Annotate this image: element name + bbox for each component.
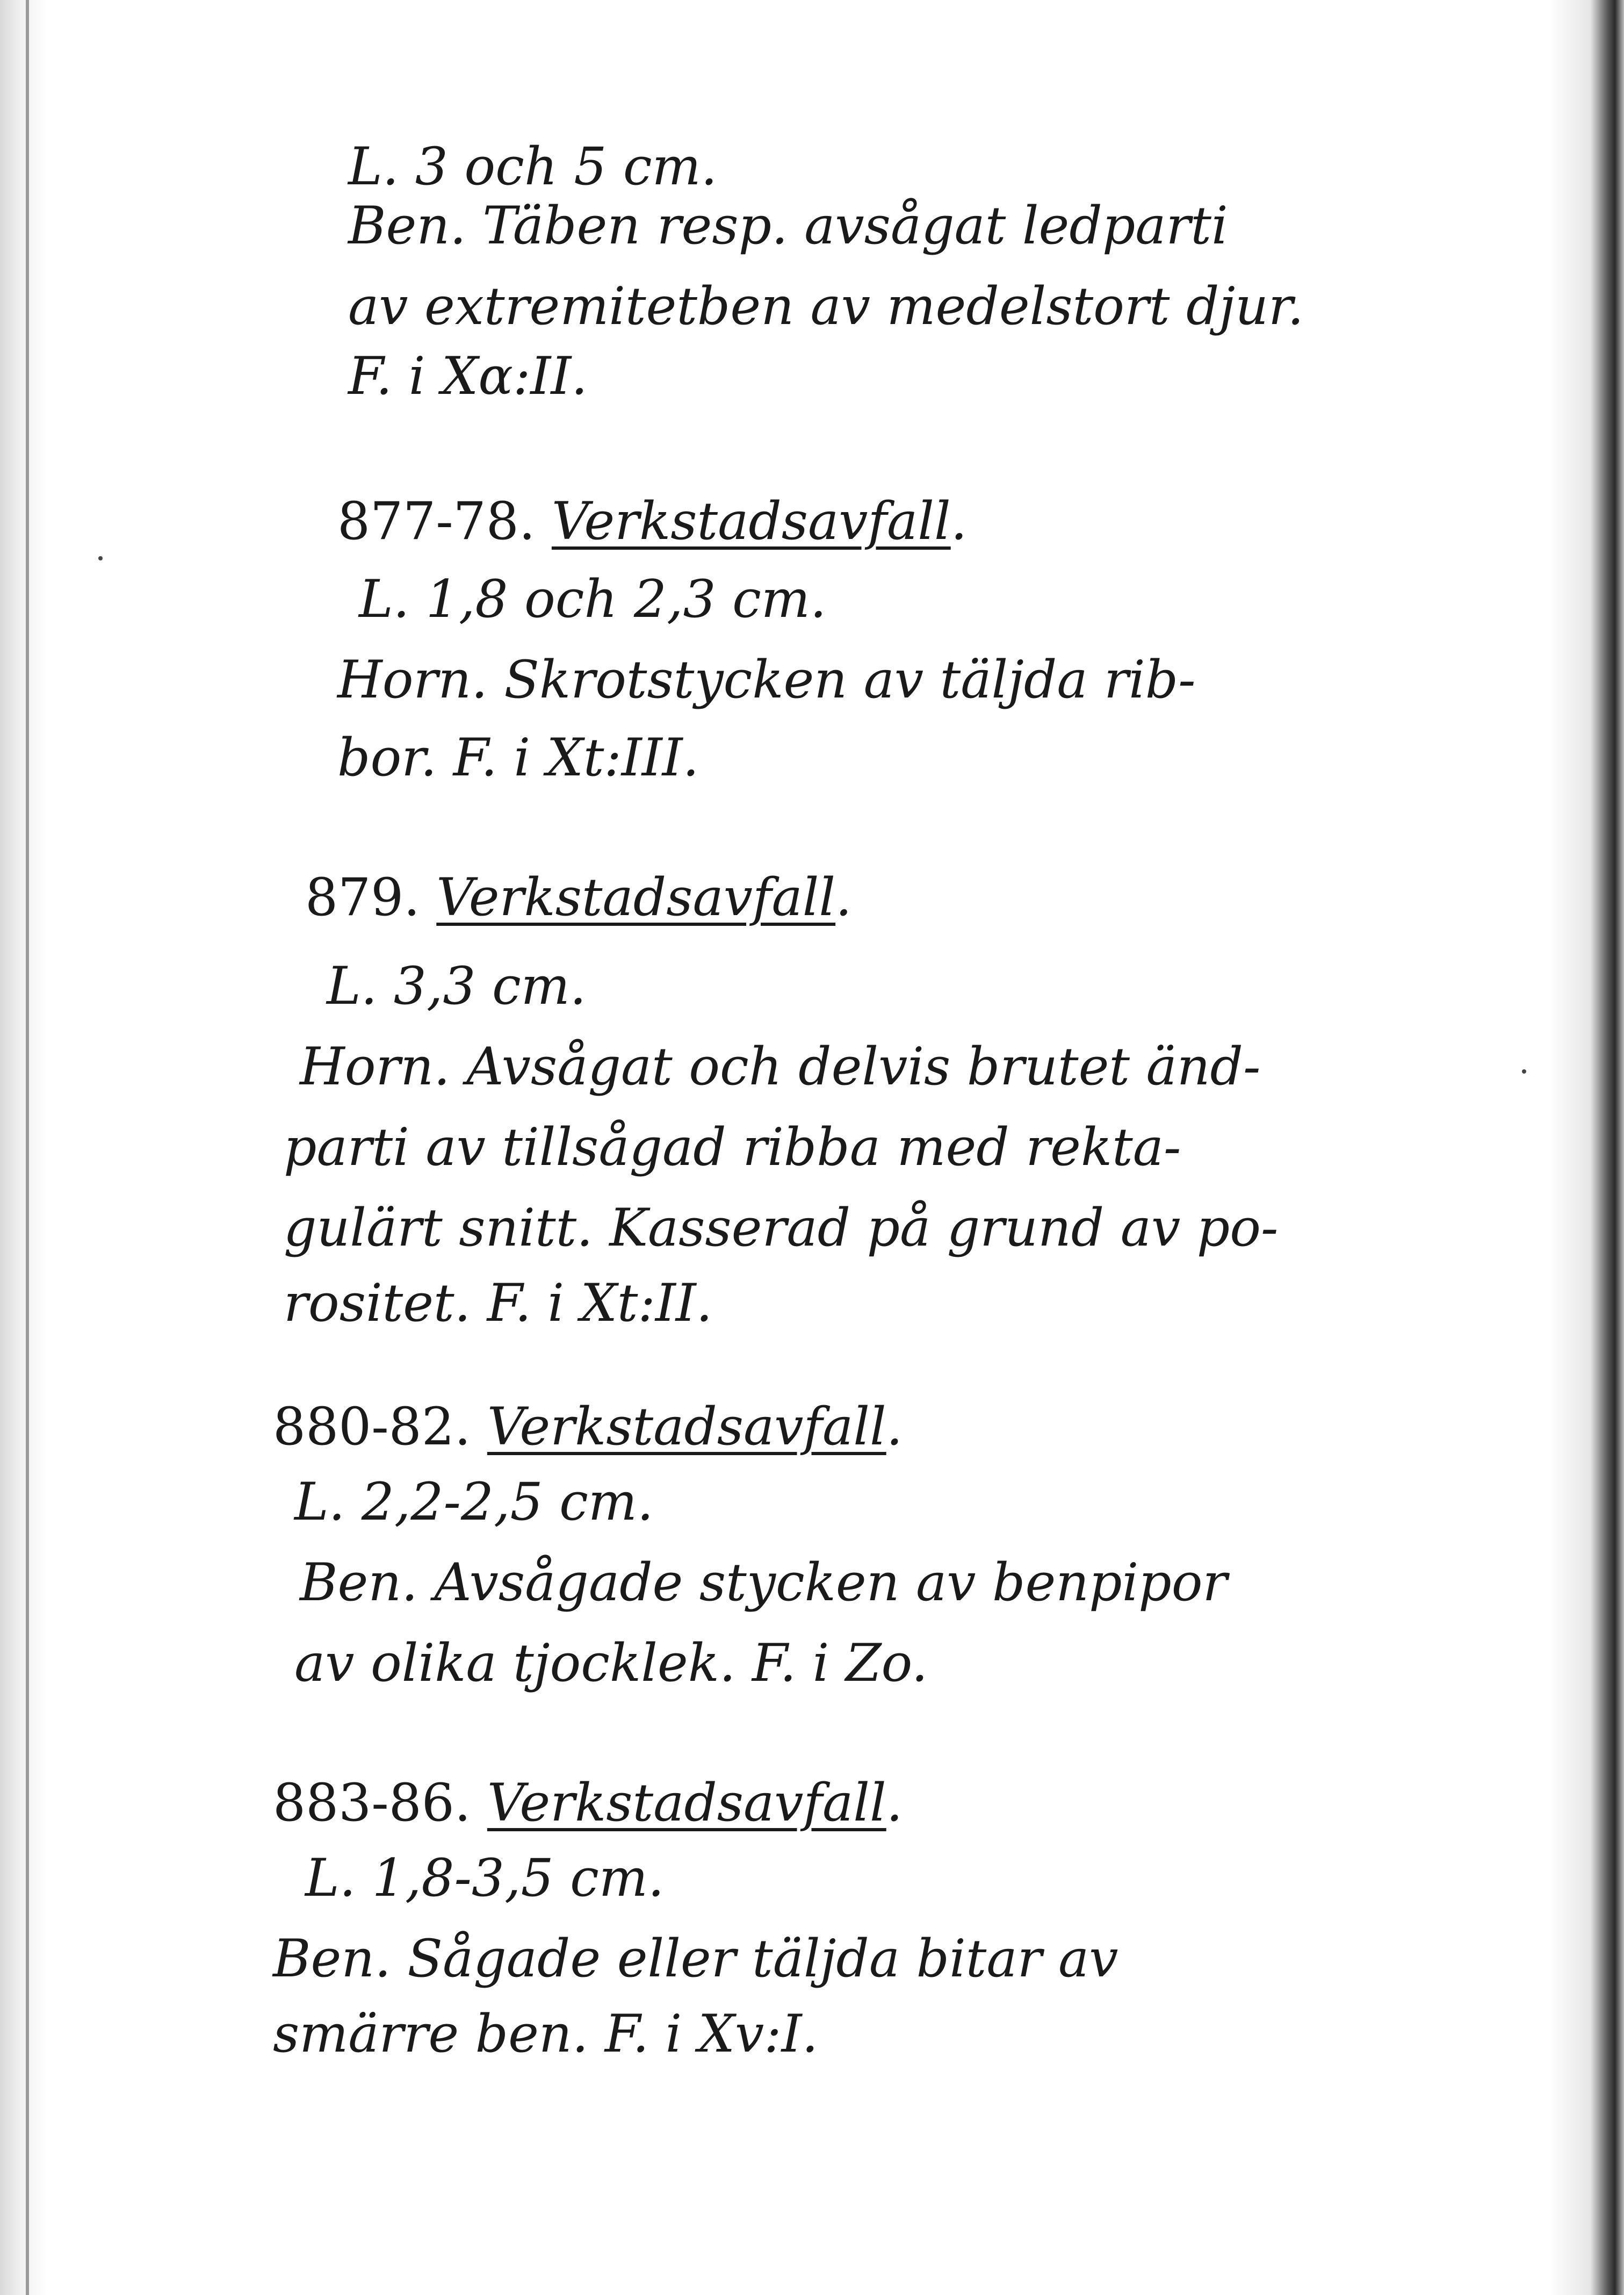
- entry-line: av olika tjocklek. F. i Zo.: [294, 1633, 928, 1693]
- entry-title: Verkstadsavfall: [551, 491, 951, 551]
- binding-edge-line: [26, 0, 29, 2295]
- entry-heading: [337, 492, 967, 551]
- entry-heading: [305, 868, 852, 927]
- entry-line: L. 3,3 cm.: [327, 956, 587, 1016]
- entry-line: F. i Xα:II.: [348, 346, 588, 406]
- entry-number: 877-78.: [337, 491, 536, 551]
- entry-heading: [273, 1397, 903, 1456]
- entry-line: av extremitetben av medelstort djur.: [348, 276, 1304, 336]
- entry-line: Horn. Skrotstycken av täljda rib-: [337, 650, 1196, 710]
- entry-line: Ben. Sågade eller täljda bitar av: [273, 1929, 1118, 1989]
- entry-line: L. 3 och 5 cm.: [348, 136, 718, 197]
- entry-heading: [273, 1773, 903, 1832]
- entry-title-period: .: [886, 1773, 903, 1833]
- entry-line: parti av tillsågad ribba med rekta-: [284, 1117, 1181, 1177]
- entry-number: 880-82.: [273, 1397, 471, 1457]
- entry-line: gulärt snitt. Kasserad på grund av po-: [284, 1198, 1279, 1258]
- book-binding-shadow: [0, 0, 47, 2295]
- entry-line: L. 2,2-2,5 cm.: [294, 1472, 654, 1532]
- entry-title-period: .: [835, 867, 852, 927]
- entry-title-period: .: [886, 1397, 903, 1457]
- page-edge-shadow: [1549, 0, 1624, 2295]
- scan-speck: [98, 556, 103, 560]
- handwritten-page: [47, 0, 1549, 2295]
- entry-line: Horn. Avsågat och delvis brutet änd-: [300, 1037, 1261, 1097]
- entry-line: L. 1,8 och 2,3 cm.: [359, 569, 827, 629]
- scan-speck: [1522, 1069, 1526, 1074]
- entry-line: bor. F. i Xt:III.: [337, 728, 699, 788]
- entry-title-period: .: [950, 491, 968, 551]
- entry-number: 883-86.: [273, 1773, 471, 1833]
- entry-number: 879.: [305, 867, 420, 927]
- entry-line: Ben. Täben resp. avsågat ledparti: [348, 196, 1228, 256]
- entry-line: rositet. F. i Xt:II.: [284, 1273, 713, 1333]
- entry-line: Ben. Avsågade stycken av benpipor: [300, 1552, 1228, 1613]
- entry-line: L. 1,8-3,5 cm.: [305, 1848, 665, 1908]
- entry-title: Verkstadsavfall: [436, 867, 836, 927]
- entry-line: smärre ben. F. i Xv:I.: [273, 2004, 819, 2064]
- entry-title: Verkstadsavfall: [487, 1773, 886, 1833]
- entry-title: Verkstadsavfall: [487, 1397, 886, 1457]
